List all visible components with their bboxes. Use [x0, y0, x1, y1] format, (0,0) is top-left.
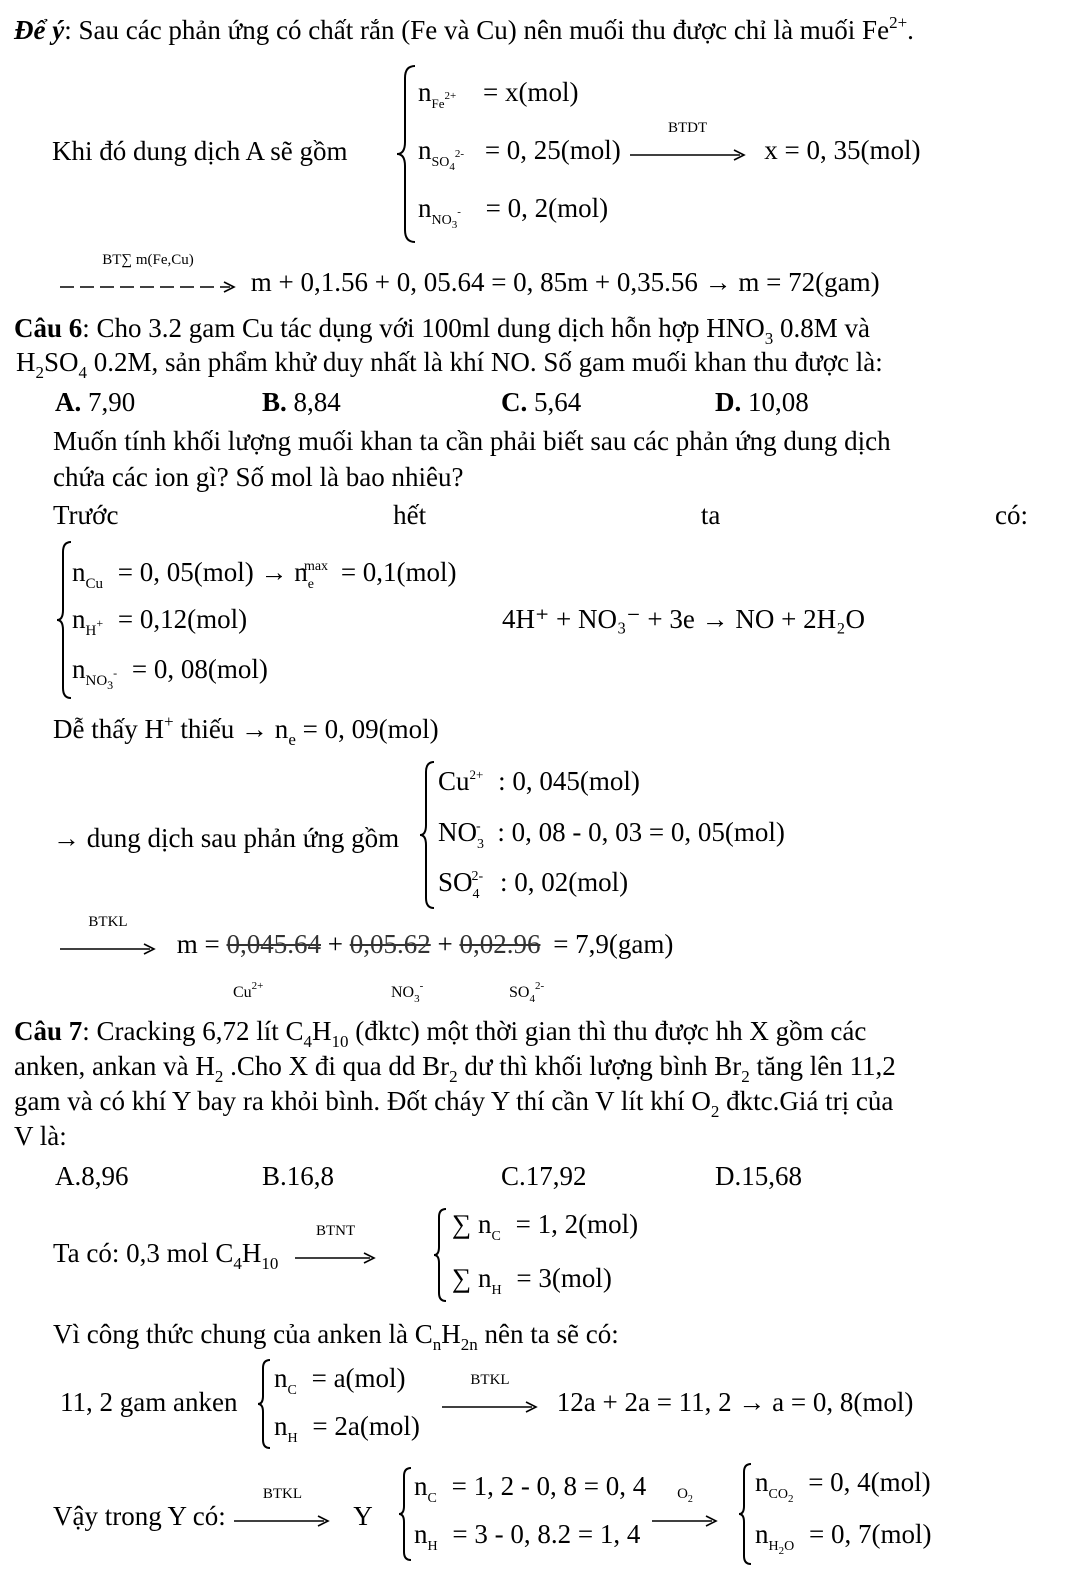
- q7-line2: anken, ankan và $H_2$ .Cho X đi qua dd $Br_2$ dư thì khối lượng bình $Br_2$ tăng lên 11,2: [14, 1051, 896, 1086]
- q7-y-intro: Vậy trong Y có: BTKL Y: [53, 1485, 373, 1531]
- q7-line1: Câu 7: Cracking 6,72 lít $C_4H_{10}$ (đktc) một thời gian thì thu được hh X gồm các: [14, 1016, 867, 1051]
- q6-ion-so4: $SO_4^{2-}$ : 0, 02(mol): [438, 867, 629, 902]
- note-text: : Sau các phản ứng có chất rắn (Fe và Cu) nên muối thu được chỉ là muối Fe: [64, 15, 890, 45]
- q7-anken-intro: 11, 2 gam anken: [60, 1387, 238, 1417]
- q6-line2: $H_2SO_4$ 0.2M, sản phẩm khử duy nhất là khí NO. Số gam muối khan thu được là:: [16, 347, 883, 382]
- q6-option-d[interactable]: D. 10,08: [715, 387, 809, 417]
- q7-line3: gam và có khí Y bay ra khỏi bình. Đốt cháy Y thí cần V lít khí $O_2$ đktc.Giá trị của: [14, 1086, 894, 1121]
- solution-a-row2: $n_{SO4}2- = 0$, 25(mol) BTDT x = 0, 35(mol): [418, 119, 921, 173]
- q7-product-brace: [737, 1462, 753, 1566]
- q6-under-so4: $SO_4^{2-}$: [509, 980, 545, 1005]
- q6-option-c[interactable]: C. 5,64: [501, 387, 582, 417]
- q7-option-b[interactable]: B.16,8: [262, 1161, 335, 1191]
- note-sup: 2+: [889, 13, 908, 32]
- q7-label: Câu 7: [14, 1016, 83, 1046]
- q6-option-b[interactable]: B. 8,84: [262, 387, 341, 417]
- q6-ion-cu: $Cu^{2+}$ : 0, 045(mol): [438, 766, 640, 796]
- solution-a-brace: [395, 64, 417, 244]
- q6-sys-row1: $n_{Cu} = 0$, $05(mol) \to n_e^{max} = 0,1(mol)$: [72, 557, 457, 592]
- q6-under-cu: $Cu^{2+}$: [233, 980, 264, 1001]
- q6-option-a[interactable]: A. 7,90: [55, 387, 136, 417]
- q6-para2: chứa các ion gì? Số mol là bao nhiêu?: [53, 462, 464, 492]
- q7-sum-c: ∑ $n_C = 1$, 2(mol): [452, 1209, 639, 1244]
- q7-anken-row1: $n_C = a(mol)$: [274, 1363, 406, 1398]
- q6-deficit: Dễ thấy H+ thiếu → $n_e = 0$, 09(mol): [53, 712, 439, 749]
- q6-para1: Muốn tính khối lượng muối khan ta cần phải biết sau các phản ứng dung dịch: [53, 426, 891, 456]
- q7-line4: V là:: [14, 1121, 67, 1151]
- q6-ion-no3: $NO_3^-$ : 0, 08 - 0, 03 = 0, 05(mol): [438, 817, 785, 852]
- q6-under-no3: $NO_3^-$: [391, 980, 424, 1005]
- q7-y-brace: [397, 1466, 413, 1562]
- q6-reaction: 4H⁺ + NO₃⁻ + 3e → NO + 2H₂O: [502, 604, 865, 634]
- q7-product-h2o: $n_{H2O} = 0$, 7(mol): [755, 1519, 932, 1557]
- q6-sys-row2: $n_H+ = 0,12(mol)$: [72, 604, 248, 639]
- q7-product-co2: $n_{CO2} = 0$, 4(mol): [755, 1467, 931, 1505]
- q7-y-row2: $n_H = 3 - 0$, 8.2 = 1, 4: [414, 1519, 641, 1554]
- q7-anken-brace: [256, 1358, 272, 1450]
- note-prefix: Để ý: [14, 15, 65, 45]
- q6-after: → dung dịch sau phản ứng gồm: [53, 823, 400, 853]
- q7-option-d[interactable]: D.15,68: [715, 1161, 802, 1191]
- q7-anken-row2: $n_H = 2a(mol)$: [274, 1411, 420, 1446]
- q6-label: Câu 6: [14, 313, 83, 343]
- note-end: .: [907, 15, 914, 45]
- q6-sys-row3: $n_{NO3}- = 0$, 08(mol): [72, 654, 268, 692]
- solution-a-intro: Khi đó dung dịch A sẽ gồm: [52, 136, 348, 166]
- note-line: [14, 14, 914, 46]
- q7-anken-eq: BTKL 12a + 2a = 11, 2 → a = 0, 8(mol): [470, 1371, 914, 1417]
- q6-ions-brace: [418, 760, 436, 910]
- q7-y-row1: $n_C = 1$, 2 - 0, 8 = 0, 4: [414, 1471, 647, 1506]
- q7-o2-arrow: $O_2$: [650, 1500, 720, 1535]
- q7-taco: Ta có: 0,3 mol $C_4H_{10}$ BTNT: [53, 1237, 378, 1272]
- q7-option-a[interactable]: A.8,96: [55, 1161, 129, 1191]
- q6-system-brace: [55, 540, 73, 700]
- solution-a-final: BT∑ m(Fe,Cu) m + 0,1.56 + 0, 05.64 = 0, 85m + 0,35.56 → m = 72(gam): [102, 251, 880, 297]
- q6-btkl: BTKL m = 0,045.64 + 0,05.62 + 0,02.96 = 7,9(gam): [88, 913, 674, 959]
- solution-a-row3: $n_{NO3}- = 0$, 2(mol): [418, 193, 609, 231]
- q7-general: Vì công thức chung của anken là $C_nH_{2n}$ nên ta sẽ có:: [53, 1319, 619, 1354]
- q7-sum-brace: [432, 1207, 448, 1303]
- q6-line1: Câu 6: Cho 3.2 gam Cu tác dụng với 100ml dung dịch hỗn hợp $HNO_3$ 0.8M và: [14, 313, 871, 348]
- solution-a-row1: $n_{Fe}2+ = x(mol)$: [418, 77, 579, 111]
- q7-sum-h: ∑ $n_H = 3(mol)$: [452, 1263, 612, 1298]
- q7-option-c[interactable]: C.17,92: [501, 1161, 587, 1191]
- q6-para3: Trước hết ta có:: [53, 500, 1028, 530]
